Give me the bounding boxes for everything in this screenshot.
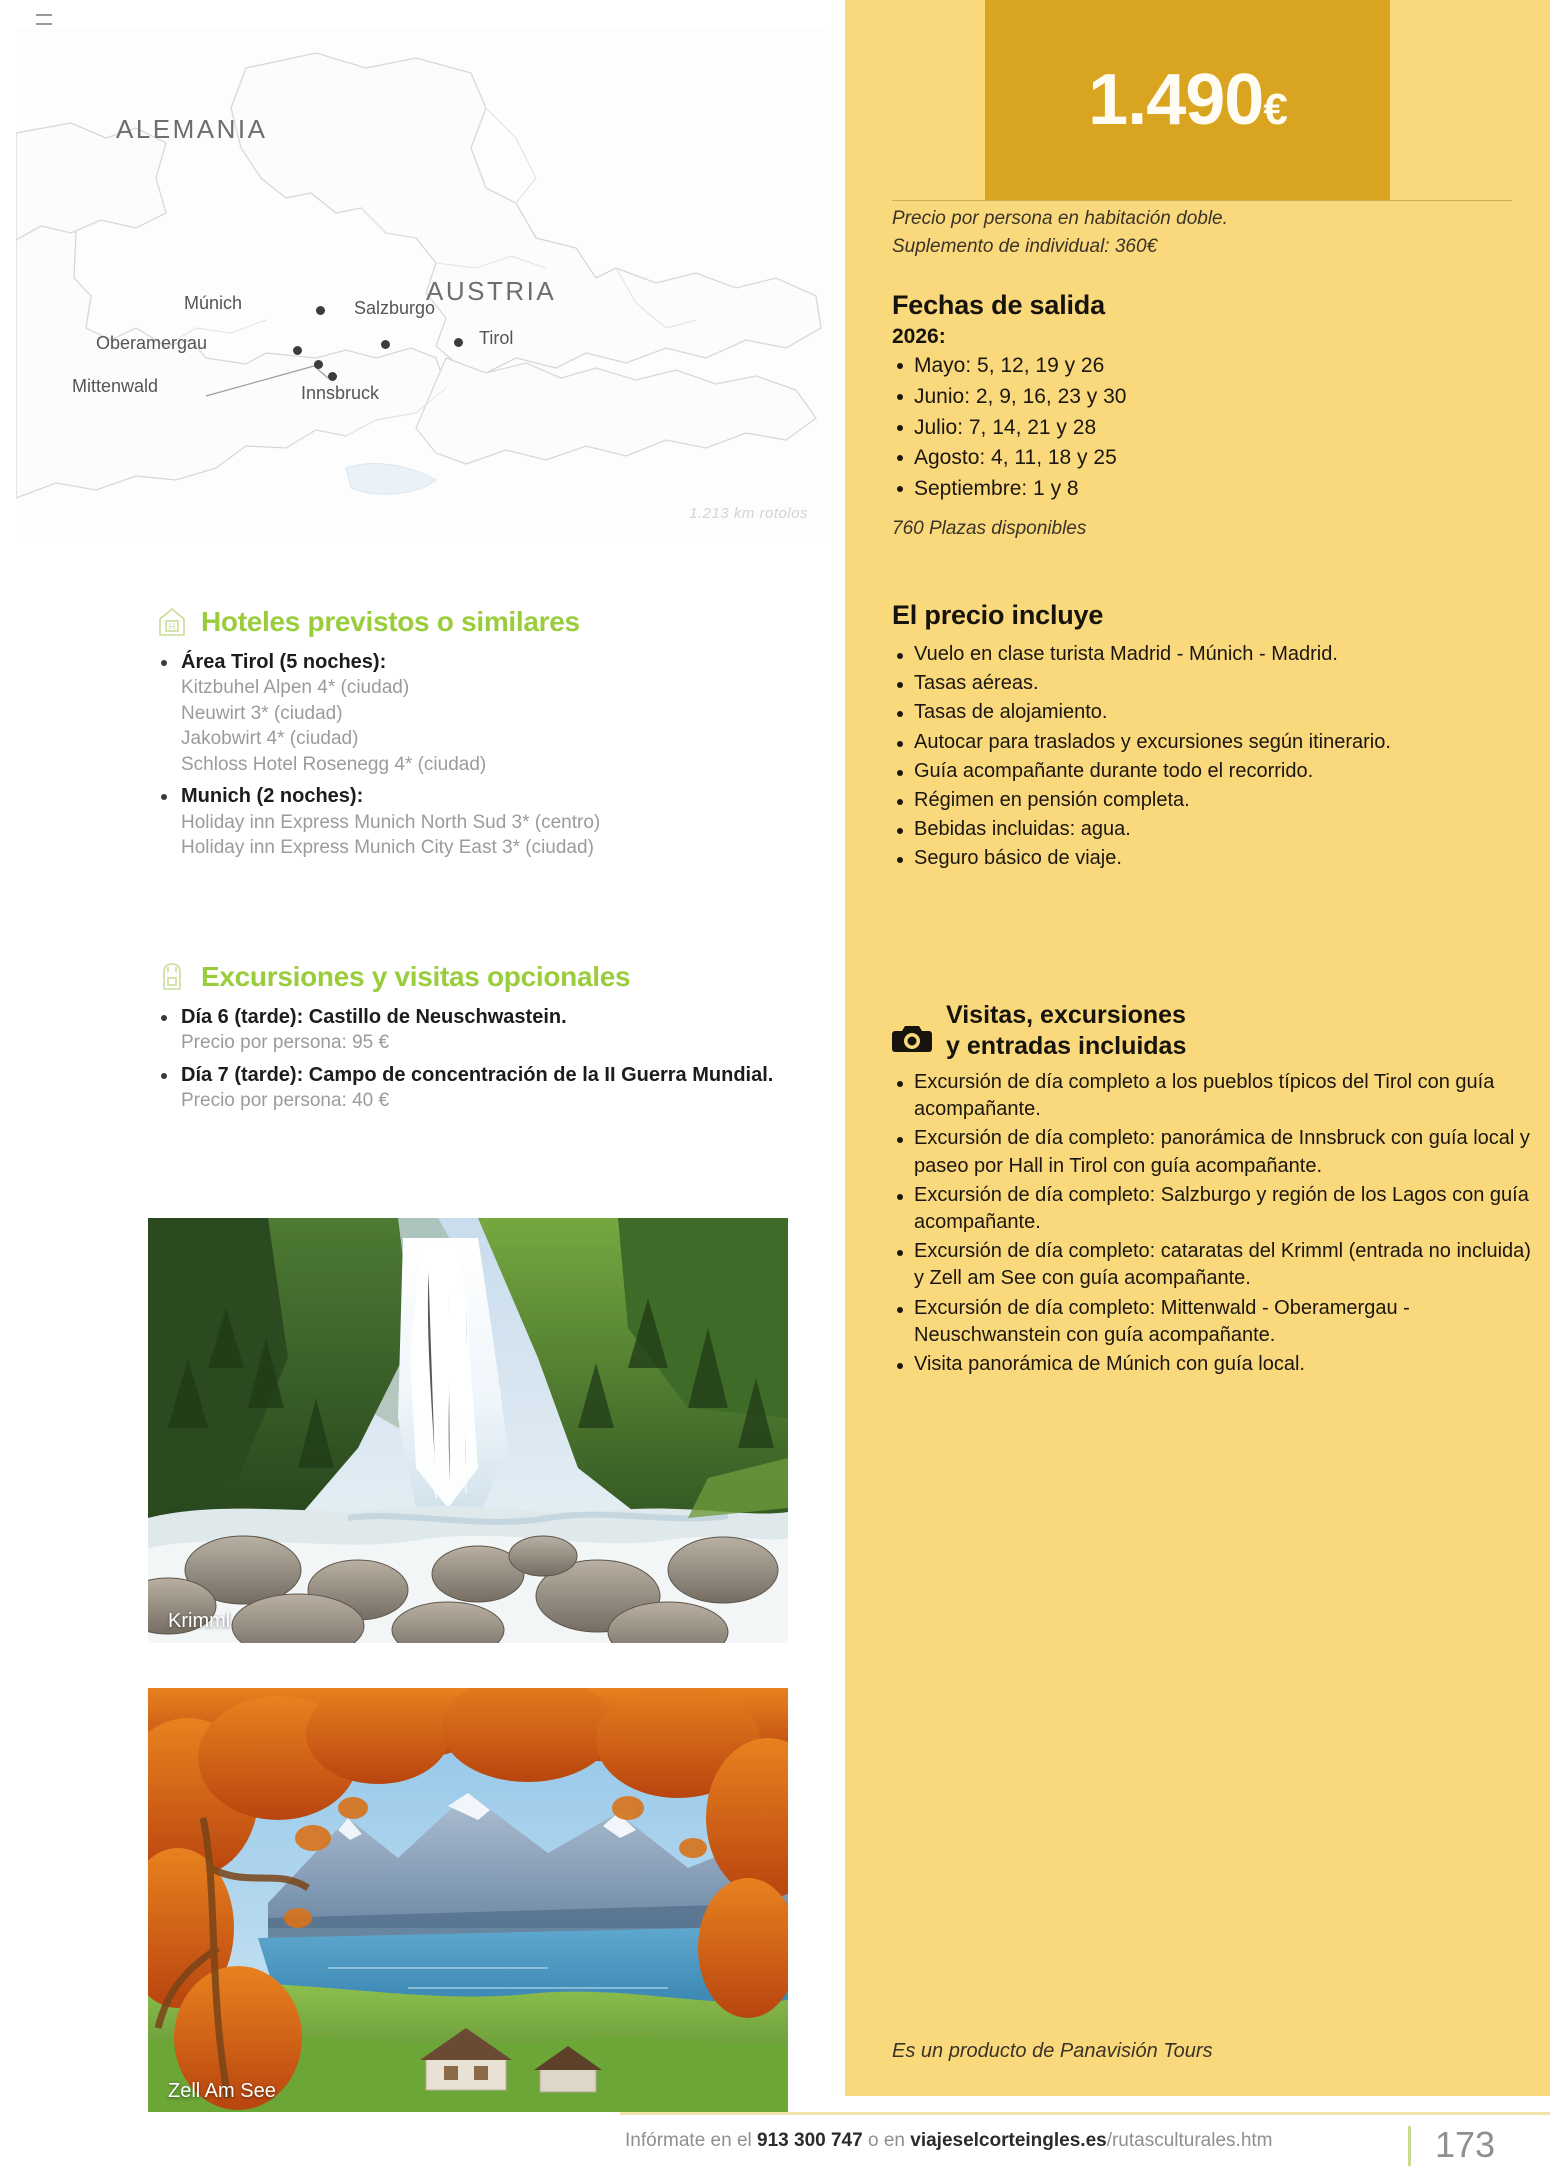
footer-rule bbox=[620, 2112, 1550, 2115]
optional-excursions-heading bbox=[155, 960, 795, 994]
list-item: Guía acompañante durante todo el recorrido. bbox=[892, 758, 1512, 785]
price-panel bbox=[845, 0, 1550, 2096]
hotels-heading-label: Hoteles previstos o similares bbox=[201, 606, 580, 637]
camera-icon bbox=[892, 1000, 932, 1059]
photo-zell-image bbox=[148, 1688, 788, 2113]
map-dot-munich bbox=[316, 306, 325, 315]
visits-heading-lines bbox=[946, 1000, 1186, 1061]
map-dot-tirol bbox=[454, 338, 463, 347]
hotel-name: Holiday inn Express Munich North Sud 3* (centro) bbox=[181, 811, 601, 833]
list-item bbox=[155, 1004, 795, 1056]
map-label-oberamergau: Oberamergau bbox=[96, 333, 208, 353]
price-note-line2: Suplemento de individual: 360€ bbox=[892, 235, 1158, 257]
route-map bbox=[16, 28, 826, 538]
page-footer bbox=[0, 2112, 1550, 2184]
list-item: Bebidas incluidas: agua. bbox=[892, 816, 1512, 843]
hotel-name: Kitzbuhel Alpen 4* (ciudad) bbox=[181, 677, 410, 699]
map-dot-innsbruck bbox=[328, 372, 337, 381]
price-note-line1: Precio por persona en habitación doble. bbox=[892, 208, 1228, 229]
photo-zell bbox=[148, 1688, 788, 2113]
crop-mark bbox=[36, 14, 52, 25]
map-dot-oberamergau bbox=[293, 346, 302, 355]
map-label-austria: AUSTRIA bbox=[426, 276, 557, 306]
map-label-salzburgo: Salzburgo bbox=[354, 298, 436, 318]
includes-heading: El precio incluye bbox=[892, 600, 1104, 630]
list-item bbox=[155, 1062, 795, 1114]
list-item: Visita panorámica de Múnich con guía local. bbox=[892, 1351, 1532, 1378]
footer-contact bbox=[625, 2130, 1273, 2152]
departures-list bbox=[892, 351, 1512, 504]
photo-caption: Krimml bbox=[168, 1610, 231, 1632]
hotels-list bbox=[155, 649, 795, 861]
product-note: Es un producto de Panavisión Tours bbox=[892, 2040, 1213, 2062]
map-label-innsbruck: Innsbruck bbox=[301, 383, 380, 403]
list-item: Vuelo en clase turista Madrid - Múnich - Madrid. bbox=[892, 641, 1512, 668]
hotel-group-title: Área Tirol (5 noches): bbox=[181, 651, 387, 673]
list-item: Excursión de día completo: Mittenwald - Oberamergau - Neuschwanstein con guía acompañante. bbox=[892, 1295, 1532, 1349]
map-label-alemania: ALEMANIA bbox=[116, 114, 268, 144]
list-item: Excursión de día completo a los pueblos típicos del Tirol con guía acompañante. bbox=[892, 1069, 1532, 1123]
list-item: Septiembre: 1 y 8 bbox=[892, 474, 1512, 504]
map-dot-salzburgo bbox=[381, 340, 390, 349]
excursion-price: Precio por persona: 95 € bbox=[181, 1032, 390, 1054]
hotel-icon bbox=[155, 605, 189, 639]
visits-heading-line1: Visitas, excursiones bbox=[946, 1001, 1186, 1029]
map-outlines bbox=[16, 28, 826, 538]
euro-symbol: € bbox=[1263, 85, 1287, 134]
map-scale-label: 1.213 km rotolos bbox=[689, 505, 808, 522]
list-item: Agosto: 4, 11, 18 y 25 bbox=[892, 443, 1512, 473]
list-item: Autocar para traslados y excursiones según itinerario. bbox=[892, 729, 1512, 756]
price-amount: 1.490€ bbox=[1088, 60, 1287, 140]
list-item: Excursión de día completo: panorámica de Innsbruck con guía local y paseo por Hall in Tirol con guía acompañante. bbox=[892, 1125, 1532, 1179]
optional-excursions-list bbox=[155, 1004, 795, 1114]
list-item: Excursión de día completo: cataratas del Krimml (entrada no incluida) y Zell am See con guía acompañante. bbox=[892, 1238, 1532, 1292]
hotels-heading bbox=[155, 605, 795, 639]
excursion-price: Precio por persona: 40 € bbox=[181, 1090, 390, 1112]
list-item: Régimen en pensión completa. bbox=[892, 787, 1512, 814]
list-item: Tasas aéreas. bbox=[892, 670, 1512, 697]
hotel-name: Jakobwirt 4* (ciudad) bbox=[181, 728, 359, 750]
list-item: Seguro básico de viaje. bbox=[892, 845, 1512, 872]
list-item: Excursión de día completo: Salzburgo y región de los Lagos con guía acompañante. bbox=[892, 1182, 1532, 1236]
backpack-icon bbox=[155, 960, 189, 994]
footer-middle: o en bbox=[862, 2130, 911, 2151]
includes-list bbox=[892, 641, 1512, 873]
photo-krimml-image bbox=[148, 1218, 788, 1643]
visits-list bbox=[892, 1069, 1532, 1378]
excursion-title: Día 6 (tarde): Castillo de Neuschwastein. bbox=[181, 1006, 567, 1028]
price-note bbox=[892, 205, 1512, 260]
page-number: 173 bbox=[1435, 2124, 1496, 2165]
map-label-mittenwald: Mittenwald bbox=[72, 376, 159, 396]
departures-section bbox=[892, 290, 1512, 540]
list-item: Junio: 2, 9, 16, 23 y 30 bbox=[892, 382, 1512, 412]
optional-excursions-section bbox=[155, 960, 795, 1120]
list-item: Tasas de alojamiento. bbox=[892, 699, 1512, 726]
excursion-title: Día 7 (tarde): Campo de concentración de la II Guerra Mundial. bbox=[181, 1063, 774, 1086]
available-seats: 760 Plazas disponibles bbox=[892, 518, 1087, 540]
footer-phone[interactable]: 913 300 747 bbox=[757, 2130, 863, 2151]
price-divider bbox=[892, 200, 1512, 201]
list-item: Julio: 7, 14, 21 y 28 bbox=[892, 413, 1512, 443]
price-badge bbox=[985, 0, 1390, 200]
hotel-name: Schloss Hotel Rosenegg 4* (ciudad) bbox=[181, 753, 487, 775]
list-item: Mayo: 5, 12, 19 y 26 bbox=[892, 351, 1512, 381]
list-item bbox=[155, 649, 795, 777]
departures-heading: Fechas de salida bbox=[892, 290, 1105, 320]
departures-year: 2026: bbox=[892, 325, 946, 348]
optional-excursions-heading-label: Excursiones y visitas opcionales bbox=[201, 961, 631, 992]
hotels-section bbox=[155, 605, 795, 867]
visits-heading bbox=[892, 1000, 1532, 1061]
hotel-name: Holiday inn Express Munich City East 3* (ciudad) bbox=[181, 837, 594, 859]
map-label-tirol: Tirol bbox=[479, 328, 514, 348]
photo-krimml bbox=[148, 1218, 788, 1643]
footer-prefix: Infórmate en el bbox=[625, 2130, 758, 2151]
hotel-group-title: Munich (2 noches): bbox=[181, 785, 364, 808]
footer-site[interactable]: viajeselcorteingles.es bbox=[910, 2130, 1107, 2151]
map-label-munich: Múnich bbox=[184, 293, 243, 313]
includes-section bbox=[892, 600, 1512, 875]
photo-caption: Zell Am See bbox=[168, 2080, 276, 2102]
visits-heading-line2: y entradas incluidas bbox=[946, 1031, 1187, 1060]
svg-text:H: H bbox=[168, 621, 176, 632]
map-dot-mittenwald bbox=[314, 360, 323, 369]
visits-section bbox=[892, 1000, 1532, 1380]
hotel-name: Neuwirt 3* (ciudad) bbox=[181, 702, 343, 724]
list-item bbox=[155, 783, 795, 860]
footer-separator bbox=[1408, 2126, 1411, 2166]
footer-site-path[interactable]: /rutasculturales.htm bbox=[1106, 2130, 1273, 2151]
